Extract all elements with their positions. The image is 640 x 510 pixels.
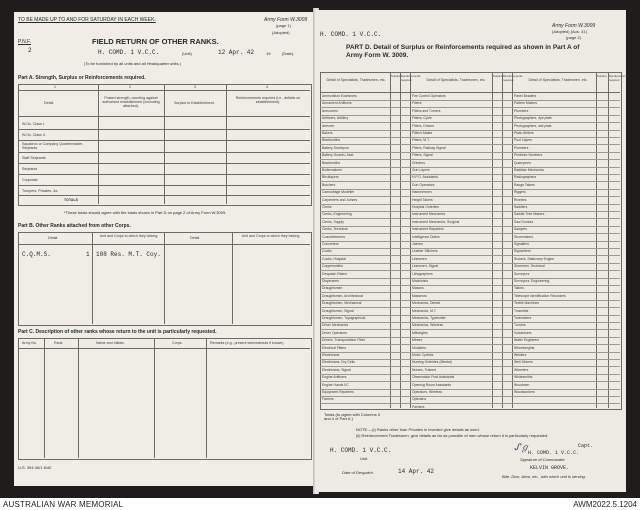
trade-item: Bricklayers	[322, 175, 339, 180]
trade-item: Equipment Repairers	[322, 390, 354, 394]
row-rule	[320, 263, 620, 264]
trade-item: Engine Artificers	[322, 375, 347, 380]
trade-item: Draughtsmen, Signal	[322, 308, 354, 313]
row-rule	[320, 100, 620, 101]
trade-item: Photographers, wet plate	[514, 123, 552, 128]
trade-item: Radiator Mechanics	[514, 168, 544, 172]
trade-item: Quarrymen	[514, 160, 531, 165]
trade-item: Instrument Mechanics	[412, 212, 446, 217]
trade-item: Millwrights	[412, 330, 428, 335]
trade-item: Coppersmiths	[322, 264, 343, 269]
trade-item: Wheelwrights	[514, 345, 535, 350]
page-ref: (page 1)	[276, 23, 291, 28]
row-rule	[320, 337, 620, 338]
row-rule	[320, 211, 620, 212]
part-c-title: Part C. Description of other ranks whose return to the unit is particularly requested.	[18, 329, 217, 335]
row-rule	[320, 241, 620, 242]
sub-head-surplus-2: Surplus.	[493, 74, 504, 78]
row-rule	[320, 204, 620, 205]
trade-item: Signallers	[514, 242, 529, 246]
row-rule	[320, 300, 620, 301]
row-rule	[320, 152, 620, 153]
trade-item: Range Takers	[514, 182, 535, 187]
row-rule	[320, 315, 620, 316]
row-rule	[320, 248, 620, 249]
trade-item: Shoemakers	[514, 234, 534, 239]
trade-item: Signwriters	[514, 249, 531, 254]
b-head-unit-2: Unit and Corps to which they belong.	[241, 234, 301, 238]
caption-accession: AWM2022.5.1204	[573, 500, 637, 509]
trade-item: Surveyors, Engineering	[514, 279, 550, 283]
row-rule	[320, 292, 620, 293]
c-head-name: Name and Initials.	[96, 341, 125, 345]
bottom-unit-value: H. COMD. 1 V.C.C.	[330, 447, 392, 454]
trade-item: Riveters	[514, 197, 527, 202]
part-b-title: Part B. Other Ranks attached from other Corps.	[18, 223, 131, 229]
form-number: Army Form W.3009	[264, 17, 308, 23]
trade-item: Clerks, Supply	[322, 219, 344, 224]
trade-item: Leather Stitchers	[412, 249, 438, 254]
signature-rank: Capt.	[578, 443, 594, 449]
row-rule	[320, 374, 620, 375]
trade-item: Electrical Fitters	[322, 345, 347, 350]
row-serjeants: Serjeants	[22, 167, 38, 171]
trade-item: Vulcanisers	[514, 330, 532, 335]
c-head-rank: Rank.	[54, 341, 64, 345]
trade-item: Plate-Writers	[514, 131, 534, 135]
form-subtitle: (To be furnished by all units and all Headquarter units.)	[84, 61, 181, 66]
trade-item: Concreters	[322, 242, 339, 246]
trade-item: Linesmen	[412, 256, 427, 261]
row-rule	[320, 115, 620, 116]
trade-item: Opticians	[412, 397, 427, 402]
trade-item: Wheelers	[514, 367, 529, 372]
trade-item: Joiners	[412, 242, 423, 246]
trade-item: Fitters, Drivers	[412, 123, 435, 128]
row-wo2: W.Os. Class II.	[22, 133, 46, 137]
trade-item: Cooks, Hospital	[322, 256, 346, 261]
row-rule	[320, 396, 620, 397]
b-row-unit: 108 Res. M.T. Coy.	[96, 251, 161, 258]
b-head-unit-1: Unit and Corps to which they belong.	[99, 234, 159, 238]
right-adopted: (Adopted) (Aus. 41)	[552, 29, 587, 34]
trade-item: Welders	[514, 353, 527, 357]
col-head-1: Detail of Specialists, Tradesmen, etc.	[326, 78, 386, 82]
part-a-title: Part A. Strength, Surplus or Reinforcements required.	[18, 75, 146, 81]
row-rule	[320, 381, 620, 382]
trade-item: Fitter's Mates	[412, 131, 433, 135]
signature-unit: H. COMD. 1 V.C.C.	[528, 450, 580, 456]
row-rule	[320, 122, 620, 123]
col-head-surplus: Surplus to Establishment.	[174, 101, 215, 105]
trade-item: Toolmakers	[514, 316, 532, 320]
trade-item: Saw Doctors	[514, 219, 534, 224]
trade-item: Draughtsmen, Topographical	[322, 316, 366, 320]
row-rule	[320, 352, 620, 353]
trade-item: Storemen, Technical	[514, 264, 545, 269]
trade-item: Artificers, Artillery	[322, 116, 349, 121]
trade-item: Carpenters and Joiners	[322, 197, 358, 202]
trade-item: Farriers	[322, 397, 334, 402]
sub-head-surplus-3: Surplus.	[597, 74, 608, 78]
trade-item: Dispensers	[322, 279, 339, 283]
trade-item: Masons	[412, 286, 424, 291]
row-rule	[320, 344, 620, 345]
row-totals: TOTALS	[64, 198, 79, 202]
unit-label: (Unit)	[182, 51, 192, 56]
row-rule	[320, 137, 620, 138]
trade-item: Fitters, Cycle	[412, 116, 432, 121]
trade-item: Boilermakers	[322, 168, 342, 172]
trade-item: Gun Layers	[412, 168, 430, 172]
trade-item: Observation Post Assistants	[412, 375, 455, 380]
trade-item: Operators, Wireless	[412, 390, 442, 394]
trade-item: Grinders	[412, 160, 426, 165]
row-rule	[320, 181, 620, 182]
row-staff-serjeants: Staff Serjeants	[22, 156, 46, 160]
col-head-posted: Posted strength, counting against authorised establishment (excluding attached).	[102, 96, 160, 108]
row-rule	[320, 226, 620, 227]
trade-item: Surveyors	[514, 271, 530, 276]
trade-item: Mechanics, M.T.	[412, 308, 437, 313]
adopted-label: (Adopted)	[272, 30, 290, 35]
row-rule	[320, 389, 620, 390]
trade-item: Electricians, Dry Cells	[322, 360, 355, 365]
row-rule	[320, 329, 620, 330]
trade-item: Blacksmiths	[322, 138, 341, 143]
trade-item: Pattern Makers	[514, 101, 537, 106]
trade-item: Driver Operators	[322, 330, 348, 335]
trade-item: Lithographers	[412, 271, 433, 276]
trade-item: Battery Surveyors	[322, 145, 349, 150]
trade-item: Saddlers	[514, 205, 528, 209]
form-title: FIELD RETURN OF OTHER RANKS.	[92, 37, 219, 46]
trade-item: Armorer	[322, 123, 335, 128]
place-label: Bde, Divn, Area, etc., with which unit is serving.	[502, 474, 586, 479]
trade-item: Ammunition Examiners	[322, 94, 357, 98]
col-num-1: 1	[54, 85, 56, 89]
row-rule	[320, 403, 620, 404]
trade-item: Masseurs	[412, 293, 427, 298]
totals-note: Totals (to agree with Columns 3 and 4 of Part A.)	[324, 412, 381, 421]
signature-label: Signature of Commander.	[520, 457, 566, 462]
trade-item: Drivers, Transportation Fitter	[322, 338, 365, 343]
trade-item: Sawyers	[514, 227, 528, 232]
trade-item: Riggers	[514, 190, 526, 195]
trade-item: Machinists	[412, 279, 429, 283]
right-page-ref: (page 2)	[566, 35, 581, 40]
row-wo1: W.Os. Class I.	[22, 122, 45, 126]
trade-item: Clerks	[322, 205, 332, 209]
col-num-3: 3	[194, 85, 196, 89]
banner: TO BE MADE UP TO AND FOR SATURDAY IN EACH WEEK.	[18, 17, 156, 23]
c-head-corps: Corps.	[172, 341, 183, 345]
despatch-date-label: Date of Despatch.	[342, 470, 375, 475]
row-rule	[320, 196, 620, 197]
trade-item: Well Sinkers	[514, 360, 533, 365]
row-rule	[320, 307, 620, 308]
trade-item: Electricians, Signal	[322, 367, 351, 372]
trade-item: Painters	[412, 404, 425, 409]
trade-item: Blacksmiths	[322, 160, 341, 165]
caption-source: AUSTRALIAN WAR MEMORIAL	[3, 500, 124, 509]
place-value: KELVIN GROVE.	[530, 465, 570, 471]
trade-item: Fitters and Turners	[412, 108, 441, 113]
trade-item: Miners	[412, 338, 423, 343]
trade-item: Electricians	[322, 353, 340, 357]
trade-item: Hammermen	[412, 190, 432, 195]
bottom-unit-label: Unit.	[360, 456, 369, 461]
row-rule	[320, 167, 620, 168]
trade-item: Fitters	[412, 101, 422, 106]
trade-item: Linesmen, Signal	[412, 264, 439, 269]
trade-item: Armament Artificers	[322, 101, 352, 106]
trade-item: Draughtsmen	[322, 286, 343, 291]
row-rule	[320, 322, 620, 323]
trade-item: Plumbers	[514, 108, 529, 113]
b-head-detail-2: Detail.	[190, 236, 201, 240]
trade-item: Draughtsmen, Mechanical	[322, 301, 362, 306]
unit-code: P.N.F.	[18, 39, 31, 45]
row-rule	[320, 107, 620, 108]
trade-item: Plumbers	[514, 145, 529, 150]
row-rule	[320, 159, 620, 160]
note-line-2: (ii) Reinforcement Tradesmen, give details as far as possible of men whose return it is particularly requested.	[356, 433, 549, 438]
print-code: U.S. 394 40/1 6/40	[18, 465, 52, 470]
commander-signature: ᔑℊ	[514, 443, 530, 453]
c-head-remarks: Remarks (e.g., present whereabouts if known).	[210, 341, 285, 345]
right-unit-value: H. COMD. 1 V.C.C.	[320, 31, 382, 38]
sub-head-surplus-1: Surplus.	[391, 74, 402, 78]
trade-item: Pool Layers	[514, 138, 532, 143]
row-rule	[320, 278, 620, 279]
trade-item: Mechanics, Wireless	[412, 323, 444, 328]
trade-item: Predictor Numbers	[514, 153, 543, 158]
part-b-table	[18, 232, 312, 326]
col-num-4: 4	[266, 85, 268, 89]
trade-item: Fitters, Signal	[412, 153, 433, 158]
trade-item: Telescope Identification Recorders	[514, 293, 566, 298]
trade-item: Gun Operators	[412, 182, 435, 187]
trade-item: Instrument Repairers	[412, 227, 444, 232]
row-rule	[320, 218, 620, 219]
row-troopers: Troopers, Privates, &c.	[22, 189, 59, 193]
trade-item: Panel Beaders	[514, 94, 537, 98]
date-value: 12 Apr. 42	[218, 49, 255, 56]
sub-head-reinf-3: Reinforcements required.	[609, 74, 629, 82]
col-num-2: 2	[129, 85, 131, 89]
b-head-detail-1: Detail.	[48, 236, 59, 240]
part-a-note: *These totals should agree with the totals shown in Part D on page 2 of Army Form W.3009.	[64, 210, 227, 215]
row-rule	[320, 359, 620, 360]
trade-item: Armourers	[322, 108, 338, 113]
trade-item: Instrument Mechanics, Surgical	[412, 219, 460, 224]
row-rule	[320, 233, 620, 234]
row-rule	[320, 255, 620, 256]
row-rule	[320, 189, 620, 190]
trade-item: Fire Control Operators	[412, 94, 446, 98]
trade-item: Saddle Tree Makers	[514, 212, 545, 217]
trade-item: Clerks, Engineering	[322, 212, 352, 217]
trade-item: Motor Cyclists	[412, 353, 434, 357]
trade-item: H.P.O. Assistants	[412, 175, 438, 180]
trade-item: Tinsmiths	[514, 308, 529, 313]
trade-item: Photographers, dye plate	[514, 116, 552, 121]
row-rule	[320, 174, 620, 175]
left-page	[14, 12, 316, 486]
trade-item: Mechanics, Dental	[412, 301, 440, 306]
trade-item: Height Takers	[412, 197, 433, 202]
trade-item: Woodmen	[514, 382, 530, 387]
col-head-3: Detail of Specialists, Tradesmen, etc.	[528, 78, 588, 82]
row-rule	[320, 144, 620, 145]
trade-item: Cooks	[322, 249, 332, 254]
trade-item: Engine Hands I/C	[322, 382, 349, 387]
date-label: (Date).	[282, 51, 295, 56]
trade-item: Textile Machines	[514, 301, 540, 306]
trade-item: Radiographers	[514, 175, 537, 180]
trade-item: Bakers	[322, 131, 333, 135]
trade-item: Water Engineers	[514, 338, 540, 343]
trade-item: Intelligence Duties	[412, 234, 440, 239]
trade-item: Coachtrimmers	[322, 234, 345, 239]
trade-item: Driver Mechanics	[322, 323, 349, 328]
despatch-date-value: 14 Apr. 42	[398, 468, 435, 475]
row-rule	[320, 285, 620, 286]
trade-item: Stokers, Stationary Engine	[514, 256, 555, 261]
col-head-2: Detail of Specialists, Tradesmen, etc.	[426, 78, 486, 82]
trade-item: Nursing Orderlies (Mental)	[412, 360, 452, 365]
trade-item: Clerks, Technical	[322, 227, 348, 232]
trade-item: Woodworkers	[514, 390, 535, 394]
trade-item: Fitters, M.T.	[412, 138, 430, 143]
year-suffix: 19	[266, 51, 271, 56]
trade-item: Camouflage Modeller	[322, 190, 355, 195]
part-c-table	[18, 338, 312, 460]
trade-item: Fitters, Railway Signal	[412, 145, 446, 150]
trade-item: Whitesmiths	[514, 375, 533, 380]
trade-item: Battery Guards, Asst.	[322, 153, 355, 158]
row-corporals: Corporals	[22, 178, 38, 182]
trade-item: Nurses, Trained	[412, 367, 436, 372]
part-d-title: PART D. Detail of Surplus or Reinforcements required as shown in Part A of Army Form W. 3009.	[346, 44, 580, 60]
trade-item: Opening Room Assistants	[412, 382, 452, 387]
row-rule	[320, 366, 620, 367]
unit-code-value: 2	[28, 47, 32, 54]
b-row-count: 1	[86, 251, 90, 258]
b-row-detail: C.Q.M.S.	[22, 251, 51, 258]
right-form-number: Army Form W.3009	[552, 23, 596, 29]
trade-item: Despatch Riders	[322, 271, 348, 276]
trade-item: Butchers	[322, 182, 336, 187]
sub-head-reinf-2: Reinforcements required.	[503, 74, 523, 82]
row-rule	[320, 270, 620, 271]
note-line-1: NOTE.—(i) Ranks other than Privates in inverted give details as used.	[356, 427, 480, 432]
trade-item: Draughtsmen, Architectural	[322, 293, 363, 298]
row-rule	[320, 130, 620, 131]
trade-item: Moulders	[412, 345, 426, 350]
unit-value: H. COMD. 1 V.C.C.	[98, 49, 160, 56]
trade-item: Hospital Orderlies	[412, 205, 439, 209]
col-head-detail: Detail.	[44, 101, 55, 105]
right-page	[316, 10, 629, 492]
col-head-reinforcements: Reinforcements required (i.e., deficits on establishment).	[235, 96, 301, 104]
row-cqms: Squadron or Company Quartermaster-Serjeants	[22, 142, 84, 150]
trade-item: Turners	[514, 323, 526, 328]
trade-item: Tailors	[514, 286, 524, 291]
trade-item: Mechanics, Typewriter	[412, 316, 446, 320]
c-head-army-no: Army No.	[22, 341, 37, 345]
sub-head-reinf-1: Reinforcements required.	[401, 74, 421, 82]
